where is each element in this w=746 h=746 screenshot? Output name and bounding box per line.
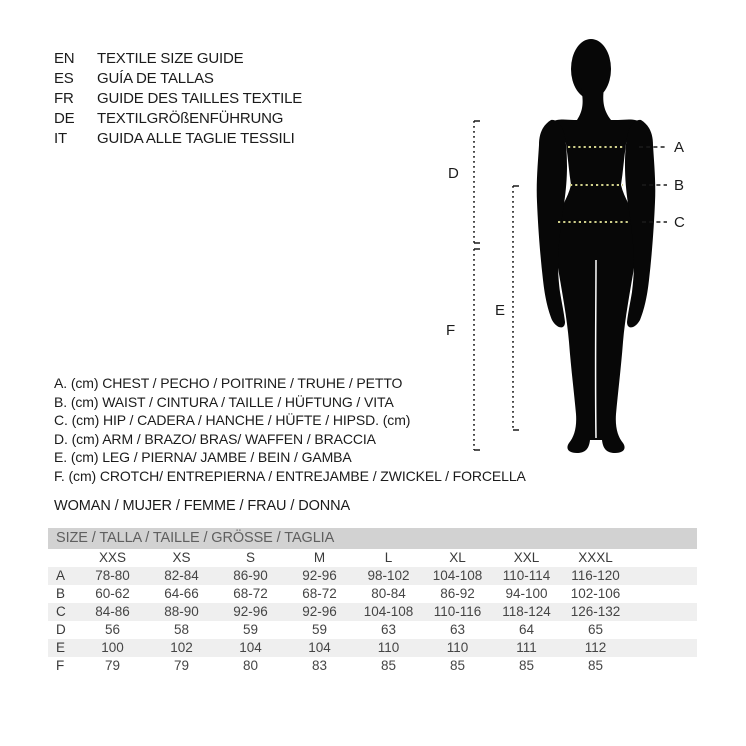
row-label: E: [56, 640, 66, 655]
size-value-cell: 104-108: [432, 568, 483, 583]
size-column-header: M: [313, 550, 326, 565]
row-label: C: [56, 604, 66, 619]
size-value-cell: 64-66: [164, 586, 199, 601]
size-value-cell: 110-116: [433, 604, 482, 619]
table-row: [48, 603, 697, 621]
size-value-cell: 118-124: [502, 604, 551, 619]
size-value-cell: 92-96: [302, 604, 337, 619]
size-value-cell: 110: [377, 640, 400, 655]
table-row: [48, 639, 697, 657]
size-value-cell: 86-90: [233, 568, 268, 583]
size-value-cell: 85: [518, 658, 535, 673]
size-value-cell: 65: [587, 622, 604, 637]
size-value-cell: 56: [104, 622, 121, 637]
size-table-body: [48, 567, 697, 675]
size-value-cell: 88-90: [164, 604, 199, 619]
size-value-cell: 63: [449, 622, 466, 637]
size-value-cell: 126-132: [570, 604, 621, 619]
row-label: D: [56, 622, 66, 637]
size-value-cell: 83: [311, 658, 328, 673]
measurement-legend: [54, 374, 526, 486]
language-row: [54, 49, 302, 69]
label-a: A: [674, 139, 685, 156]
language-guide-title: TEXTILGRÖßENFÜHRUNG: [97, 110, 284, 127]
silhouette-neck: [577, 88, 611, 120]
table-row: [48, 585, 697, 603]
size-value-cell: 84-86: [95, 604, 130, 619]
size-value-cell: 104: [308, 640, 331, 655]
row-label: A: [56, 568, 66, 583]
size-value-cell: 102: [170, 640, 193, 655]
size-value-cell: 82-84: [164, 568, 199, 583]
label-c: C: [674, 214, 685, 231]
size-value-cell: 100: [101, 640, 124, 655]
language-guide-title: TEXTILE SIZE GUIDE: [97, 50, 244, 67]
size-value-cell: 68-72: [233, 586, 268, 601]
label-d: D: [448, 165, 459, 182]
size-value-cell: 85: [380, 658, 397, 673]
language-code: ES: [54, 70, 74, 87]
label-e: E: [495, 302, 506, 319]
legend-line: F. (cm) CROTCH/ ENTREPIERNA / ENTREJAMBE / ZWICKEL / FORCELLA: [54, 467, 526, 484]
table-row: [48, 621, 697, 639]
size-value-cell: 59: [242, 622, 259, 637]
size-column-header-row: [48, 549, 697, 567]
corner-cell: [48, 549, 78, 567]
language-row: [54, 129, 302, 149]
language-row: [54, 109, 302, 129]
size-value-cell: 60-62: [95, 586, 130, 601]
size-value-cell: 112: [584, 640, 607, 655]
legend-line: D. (cm) ARM / BRAZO/ BRAS/ WAFFEN / BRACCIA: [54, 430, 376, 447]
size-value-cell: 85: [449, 658, 466, 673]
language-code: IT: [54, 130, 67, 147]
size-column-header: XL: [449, 550, 466, 565]
language-code: DE: [54, 110, 75, 127]
size-column-header: XXL: [513, 550, 540, 565]
language-title-block: [54, 49, 302, 149]
language-row: [54, 89, 302, 109]
label-b: B: [674, 177, 685, 194]
legend-line: A. (cm) CHEST / PECHO / POITRINE / TRUHE / PETTO: [54, 375, 403, 391]
size-value-cell: 59: [311, 622, 328, 637]
size-table-header: SIZE / TALLA / TAILLE / GRÖSSE / TAGLIA: [48, 528, 697, 549]
language-guide-title: GUIDE DES TAILLES TEXTILE: [97, 90, 303, 107]
size-value-cell: 110: [446, 640, 469, 655]
size-value-cell: 63: [380, 622, 397, 637]
size-value-cell: 64: [518, 622, 535, 637]
size-table: [48, 528, 697, 675]
size-column-header: L: [384, 550, 393, 565]
row-label: F: [56, 658, 65, 673]
legend-line: E. (cm) LEG / PIERNA/ JAMBE / BEIN / GAMBA: [54, 449, 352, 466]
size-value-cell: 111: [516, 640, 537, 655]
legend-line: C. (cm) HIP / CADERA / HANCHE / HÜFTE / HIPSD. (cm): [54, 412, 411, 429]
size-value-cell: 80: [242, 658, 259, 673]
table-group-title: WOMAN / MUJER / FEMME / FRAU / DONNA: [54, 498, 351, 514]
label-f: F: [446, 322, 456, 339]
size-column-header: XXS: [98, 550, 126, 565]
row-label: B: [56, 586, 66, 601]
size-value-cell: 80-84: [371, 586, 406, 601]
size-value-cell: 86-92: [440, 586, 475, 601]
language-row: [54, 69, 302, 89]
size-value-cell: 104-108: [363, 604, 414, 619]
size-value-cell: 110-114: [502, 568, 551, 583]
size-value-cell: 58: [173, 622, 190, 637]
language-guide-title: GUIDA ALLE TAGLIE TESSILI: [97, 130, 295, 147]
language-code: EN: [54, 50, 75, 67]
size-value-cell: 98-102: [367, 568, 410, 583]
size-value-cell: 79: [173, 658, 190, 673]
size-value-cell: 94-100: [505, 586, 548, 601]
table-row: [48, 567, 697, 585]
table-row: [48, 657, 697, 675]
language-code: FR: [54, 90, 74, 107]
size-value-cell: 79: [104, 658, 121, 673]
language-guide-title: GUÍA DE TALLAS: [97, 70, 214, 87]
size-value-cell: 78-80: [95, 568, 130, 583]
size-value-cell: 92-96: [302, 568, 337, 583]
legend-line: B. (cm) WAIST / CINTURA / TAILLE / HÜFTUNG / VITA: [54, 393, 394, 410]
size-value-cell: 116-120: [571, 568, 620, 583]
size-value-cell: 85: [587, 658, 604, 673]
size-value-cell: 104: [239, 640, 262, 655]
size-value-cell: 92-96: [233, 604, 268, 619]
size-column-header: S: [245, 550, 255, 565]
size-column-header: XS: [172, 550, 191, 565]
size-value-cell: 68-72: [302, 586, 337, 601]
size-value-cell: 102-106: [570, 586, 621, 601]
size-column-header: XXXL: [578, 550, 613, 565]
